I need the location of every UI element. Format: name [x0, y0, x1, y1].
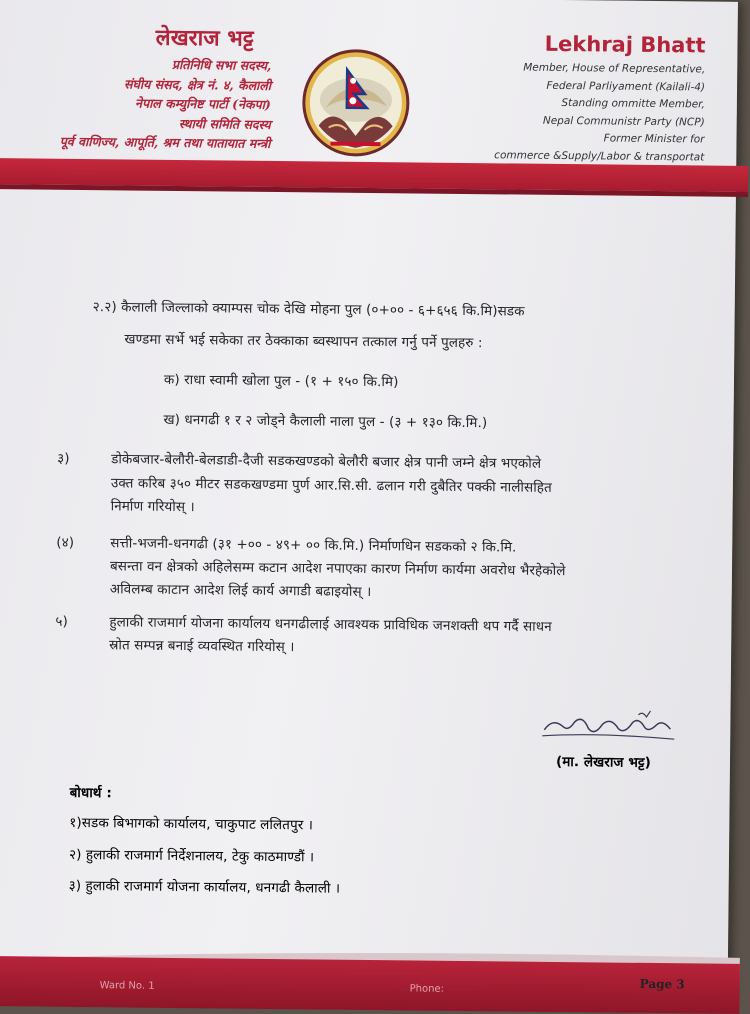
letterhead-line: नेपाल कम्युनिष्ट पार्टी (नेकपा) [135, 95, 271, 112]
item-2-2-b: ख) धनगढी १ र २ जोड्ने कैलाली नाला पुल - (३ + १३० कि.मि.) [163, 411, 488, 432]
letterhead-line: स्थायी समिति सदस्य [178, 115, 271, 132]
item-3-line: उक्त करिब ३५० मीटर सडकखण्डमा पुर्ण आर.सि.सी. ढलान गरी दुबैतिर पक्की नालीसहित [110, 475, 552, 496]
item-4-line: अविलम्ब काटान आदेश लिई कार्य अगाडी बढाइयोस् । [109, 581, 372, 601]
bodhartha-item: ३) हुलाकी राजमार्ग योजना कार्यालय, धनगढी कैलाली । [68, 877, 341, 897]
nepal-emblem-icon [300, 47, 411, 158]
footer-phone: Phone: [409, 983, 445, 995]
item-3-line: निर्माण गरियोस् । [110, 498, 195, 516]
bodhartha-item: १)सडक बिभागको कार्यालय, चाकुपाट ललितपुर । [69, 814, 314, 834]
handwritten-signature [538, 708, 678, 745]
letterhead-name-english: Lekhraj Bhatt [544, 31, 706, 58]
item-2-2-a: क) राधा स्वामी खोला पुल - (१ + १५० कि.मि) [163, 371, 399, 391]
item-5-line: हुलाकी राजमार्ग योजना कार्यालय धनगढीलाई आवश्यक प्राविधिक जनशक्ती थप गर्दै साधन [109, 614, 552, 635]
item-3-line: डोकेबजार-बेलौरी-बेलडाडी-दैजी सडकखण्डको बेलौरी बजार क्षेत्र पानी जम्ने क्षेत्र भएकोले [111, 451, 542, 472]
letterhead-nepali [0, 20, 272, 153]
item-4-line: बसन्ता वन क्षेत्रको अहिलेसम्म कटान आदेश नपाएका कारण निर्माण कार्यमा अवरोध भैरहेकोले [109, 558, 566, 580]
footer-ward: Ward No. 1 [99, 980, 155, 992]
letterhead-line: प्रतिनिधि सभा सदस्य, [171, 56, 272, 73]
bodhartha-item: २) हुलाकी राजमार्ग निर्देशनालय, टेकु काठमाण्डौं । [68, 846, 315, 866]
page-number: Page 3 [639, 976, 685, 992]
letterhead-name-nepali: लेखराज भट्ट [155, 24, 254, 52]
letterhead-line: commerce &Supply/Labor & transportat [494, 148, 705, 163]
letterhead-line: Standing ommitte Member, [561, 96, 705, 111]
item-2-2-line: खण्डमा सर्भे भई सकेका तर ठेक्काका ब्वस्थापन तत्काल गर्नु पर्ने पुलहरु : [124, 331, 483, 352]
letterhead-line: पूर्व वाणिज्य, आपूर्ति, श्रम तथा यातायात मन्त्री [59, 133, 271, 151]
bodhartha-title: बोधार्थ : [69, 784, 112, 802]
letterhead-english [468, 31, 705, 166]
letterhead-line: संघीय संसद, क्षेत्र नं. ४, कैलाली [123, 75, 272, 93]
letterhead-line: Nepal Communistr Party (NCP) [542, 114, 705, 128]
signatory-name: (मा. लेखराज भट्ट) [555, 753, 652, 771]
letterhead-line: Federal Parliyament (Kailali-4) [546, 79, 706, 93]
item-number: ५) [55, 613, 69, 630]
item-2-2-line: २.२) कैलाली जिल्लाको क्याम्पस चोक देखि मोहना पुल (०+०० - ६+६५६ कि.मि)सडक [92, 299, 525, 320]
item-number: ३) [57, 450, 70, 467]
item-5-line: स्रोत सम्पन्न बनाई व्यवस्थित गरियोस् । [109, 637, 295, 656]
letterhead-line: Member, House of Representative, [523, 61, 706, 76]
item-number: (४) [56, 534, 75, 551]
item-4-line: सत्ती-भजनी-धनगढी (३१ +०० - ४९+ ०० कि.मि.) निर्माणधिन सडकको २ कि.मि. [110, 535, 517, 556]
letterhead-line: Former Minister for [603, 132, 705, 146]
